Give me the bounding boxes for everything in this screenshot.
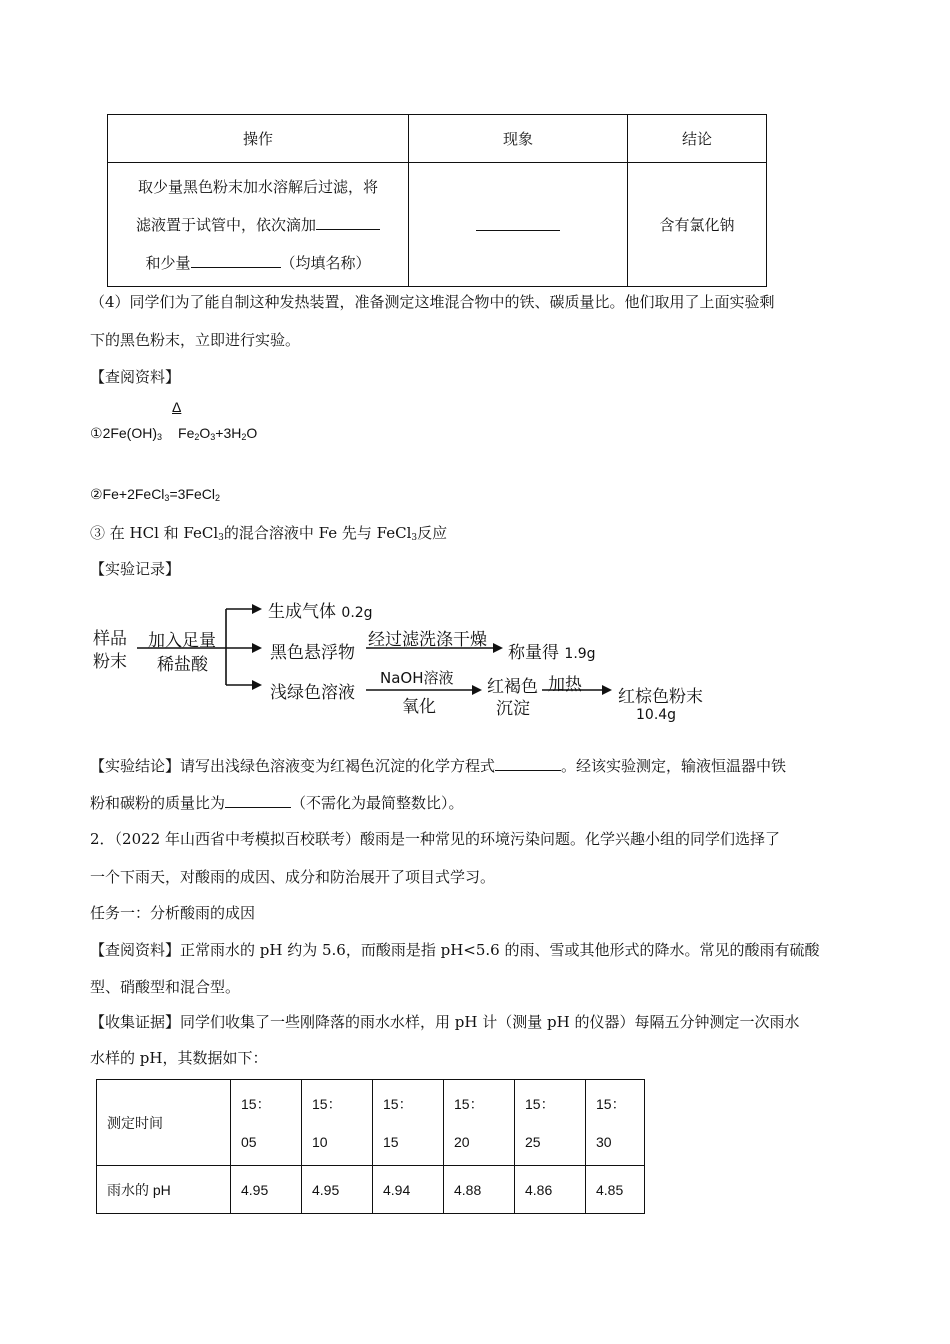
operation-line-1: 取少量黑色粉末加水溶解后过滤，将 <box>137 178 378 196</box>
flow-filter-step: 经过滤洗涤干燥 <box>368 630 487 650</box>
time-cell: 15： 15 <box>373 1080 444 1166</box>
flow-black-suspension: 黑色悬浮物 <box>270 643 355 663</box>
conclusion-line-2: 粉和碳粉的质量比为 （不需化为最简整数比）。 <box>90 794 464 812</box>
time-cell: 15： 10 <box>302 1080 373 1166</box>
operation-line-2: 滤液置于试管中，依次滴加 <box>109 206 407 244</box>
flow-gas: 生成气体 0.2g <box>268 602 373 622</box>
ph-cell: 4.94 <box>373 1166 444 1214</box>
q4-line-1: （4）同学们为了能自制这种发热装置，准备测定这堆混合物中的铁、碳质量比。他们取用了上面实验剩 <box>90 293 775 311</box>
row-label-time: 测定时间 <box>97 1080 231 1166</box>
answer-blank[interactable] <box>225 792 291 808</box>
ref2-line-1: 【查阅资料】正常雨水的 pH 约为 5.6，而酸雨是指 pH<5.6 的雨、雪或其他形式的降水。常见的酸雨有硫酸 <box>90 941 820 959</box>
ph-cell: 4.95 <box>302 1166 373 1214</box>
ref-heading: 【查阅资料】 <box>90 368 181 386</box>
header-phenomenon: 现象 <box>409 115 628 163</box>
flow-heat: 加热 <box>548 675 582 695</box>
time-cell: 15： 05 <box>231 1080 302 1166</box>
task-1: 任务一：分析酸雨的成因 <box>90 904 256 922</box>
ph-table <box>96 1079 645 1214</box>
collect-line-2: 水样的 pH，其数据如下： <box>90 1049 268 1067</box>
flow-naoh: NaOH溶液 <box>380 669 454 687</box>
flow-weigh: 称量得 1.9g <box>508 643 596 663</box>
answer-blank[interactable] <box>495 755 561 771</box>
record-heading: 【实验记录】 <box>90 560 181 578</box>
flow-precipitate: 沉淀 <box>496 699 530 719</box>
flow-powder-mass: 10.4g <box>636 707 677 723</box>
delta-symbol: Δ <box>172 399 182 415</box>
flow-hydrochloric-acid: 稀盐酸 <box>157 655 208 675</box>
ph-cell: 4.85 <box>586 1166 645 1214</box>
flow-sample-1: 样品 <box>93 629 127 649</box>
ref2-line-2: 型、硝酸型和混合型。 <box>90 978 241 996</box>
flow-powder: 红棕色粉末 <box>618 687 703 707</box>
equation-1: $①2Fe(OH)_3$ $Fe_2O_3+3H_2O$ <box>90 425 258 442</box>
equation-2: ②Fe+2FeCl$_3$=3FeCl$_2$ <box>90 486 220 503</box>
flow-oxidation: 氧化 <box>402 697 436 717</box>
q2-line-1: 2．（2022 年山西省中考模拟百校联考）酸雨是一种常见的环境污染问题。化学兴趣小组的同学们选择了 <box>90 830 780 848</box>
collect-line-1: 【收集证据】同学们收集了一些刚降落的雨水水样，用 pH 计（测量 pH 的仪器）每隔五分钟测定一次雨水 <box>90 1013 800 1031</box>
conclusion-cell: 含有氯化钠 <box>628 163 767 287</box>
fact-3: ③ 在 HCl 和 FeCl$_3$的混合溶液中 Fe 先与 FeCl$_3$反应 <box>90 524 448 543</box>
flow-sample-2: 粉末 <box>93 652 127 672</box>
operation-line-3: 和少量 （均填名称） <box>145 254 371 272</box>
time-cell: 15： 20 <box>444 1080 515 1166</box>
header-conclusion: 结论 <box>628 115 767 163</box>
time-cell: 15： 25 <box>515 1080 586 1166</box>
time-cell: 15： 30 <box>586 1080 645 1166</box>
q2-line-2: 一个下雨天，对酸雨的成因、成分和防治展开了项目式学习。 <box>90 868 496 886</box>
row-label-ph: 雨水的 pH <box>97 1166 231 1214</box>
ph-cell: 4.88 <box>444 1166 515 1214</box>
ph-cell: 4.86 <box>515 1166 586 1214</box>
header-operation: 操作 <box>108 115 409 163</box>
ph-cell: 4.95 <box>231 1166 302 1214</box>
flow-add-reagent: 加入足量 <box>148 631 216 651</box>
flow-red-brown: 红褐色 <box>487 677 538 697</box>
q4-line-2: 下的黑色粉末，立即进行实验。 <box>90 331 301 349</box>
flow-green-solution: 浅绿色溶液 <box>270 683 355 703</box>
conclusion-line-1: 【实验结论】请写出浅绿色溶液变为红褐色沉淀的化学方程式 。经该实验测定，输液恒温器中铁 <box>90 757 787 775</box>
